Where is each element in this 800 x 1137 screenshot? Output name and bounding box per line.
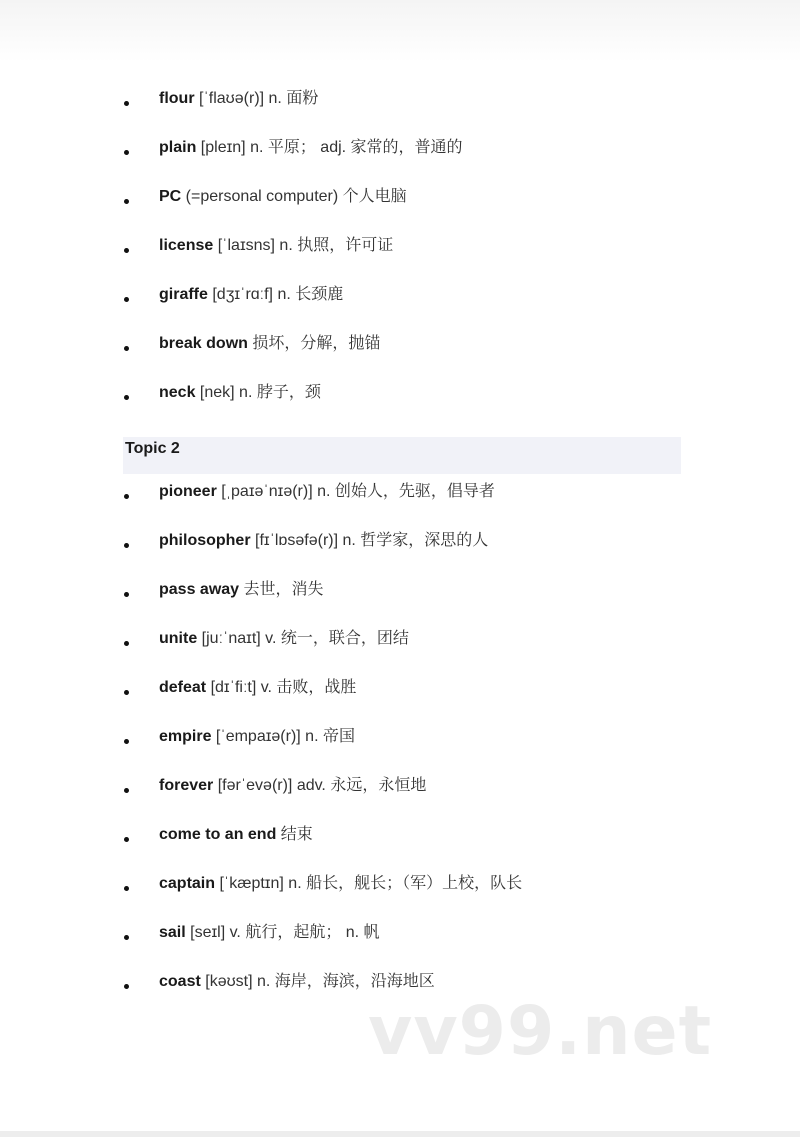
- vocab-word: plain: [159, 139, 197, 156]
- vocab-word: flour: [159, 90, 195, 107]
- list-item: [0, 180, 800, 229]
- vocab-definition: [ˌpaɪəˈnɪə(r)] n. 创始人，先驱，倡导者: [216, 483, 495, 500]
- list-item: [0, 229, 800, 278]
- bullet-icon: [124, 199, 129, 204]
- bullet-icon: [124, 297, 129, 302]
- vocab-word: unite: [159, 630, 198, 647]
- vocab-word: giraffe: [159, 286, 208, 303]
- list-item: [0, 818, 800, 867]
- list-item: [0, 82, 800, 131]
- bullet-icon: [124, 494, 129, 499]
- vocab-definition: [fərˈevə(r)] adv. 永远，永恒地: [213, 777, 427, 794]
- bullet-icon: [124, 395, 129, 400]
- vocab-definition: [pleɪn] n. 平原； adj. 家常的，普通的: [196, 139, 463, 156]
- bullet-icon: [124, 788, 129, 793]
- vocab-definition: 结束: [276, 826, 313, 843]
- vocab-word: break down: [159, 335, 248, 352]
- entry-text: [159, 671, 356, 705]
- vocab-word: sail: [159, 924, 186, 941]
- vocab-definition: [dɪˈfiːt] v. 击败，战胜: [206, 679, 357, 696]
- entry-text: [159, 131, 463, 165]
- list-item: [0, 573, 800, 622]
- entry-text: [159, 278, 343, 312]
- vocab-word: neck: [159, 384, 196, 401]
- bullet-icon: [124, 886, 129, 891]
- bullet-icon: [124, 150, 129, 155]
- vocab-word: empire: [159, 728, 212, 745]
- list-item: [0, 327, 800, 376]
- list-item: [0, 524, 800, 573]
- vocab-definition: [seɪl] v. 航行，起航； n. 帆: [185, 924, 380, 941]
- bullet-icon: [124, 641, 129, 646]
- list-item: [0, 671, 800, 720]
- vocab-word: come to an end: [159, 826, 277, 843]
- vocab-definition: 去世，消失: [239, 581, 324, 598]
- list-item: [0, 720, 800, 769]
- bullet-icon: [124, 592, 129, 597]
- vocab-definition: [dʒɪˈrɑːf] n. 长颈鹿: [207, 286, 344, 303]
- entry-text: [159, 769, 426, 803]
- page-top-shade: [0, 0, 800, 62]
- entry-text: [159, 475, 495, 509]
- watermark-text: vv99.net: [368, 992, 713, 1071]
- topic-heading: Topic 2: [125, 440, 180, 457]
- bullet-icon: [124, 837, 129, 842]
- entry-text: [159, 867, 522, 901]
- entry-text: [159, 180, 407, 214]
- vocab-word: pioneer: [159, 483, 217, 500]
- topic-heading-band: [123, 437, 681, 474]
- vocab-definition: (=personal computer) 个人电脑: [181, 188, 407, 205]
- list-item: [0, 916, 800, 965]
- vocab-definition: [kəʊst] n. 海岸，海滨，沿海地区: [200, 973, 435, 990]
- bullet-icon: [124, 690, 129, 695]
- vocab-definition: [juːˈnaɪt] v. 统一，联合，团结: [197, 630, 409, 647]
- vocab-definition: [nek] n. 脖子，颈: [195, 384, 321, 401]
- list-item: [0, 769, 800, 818]
- entry-text: [159, 818, 313, 852]
- vocab-word: forever: [159, 777, 214, 794]
- vocab-definition: [ˈlaɪsns] n. 执照，许可证: [213, 237, 394, 254]
- bullet-icon: [124, 346, 129, 351]
- vocab-word: philosopher: [159, 532, 251, 549]
- vocab-word: coast: [159, 973, 201, 990]
- entry-text: [159, 327, 380, 361]
- list-item: [0, 867, 800, 916]
- bullet-icon: [124, 739, 129, 744]
- vocab-definition: [ˈflaʊə(r)] n. 面粉: [194, 90, 319, 107]
- entry-text: [159, 82, 318, 116]
- entry-text: [159, 622, 409, 656]
- list-item: [0, 278, 800, 327]
- list-item: [0, 376, 800, 425]
- entry-text: [159, 916, 380, 950]
- entry-text: [159, 229, 393, 263]
- entry-text: [159, 573, 324, 607]
- vocab-word: defeat: [159, 679, 207, 696]
- entry-text: [159, 376, 321, 410]
- bullet-icon: [124, 935, 129, 940]
- vocab-definition: 损坏，分解，抛锚: [247, 335, 381, 352]
- vocab-word: pass away: [159, 581, 240, 598]
- vocab-definition: [fɪˈlɒsəfə(r)] n. 哲学家，深思的人: [250, 532, 489, 549]
- vocab-word: PC: [159, 188, 182, 205]
- bullet-icon: [124, 248, 129, 253]
- vocabulary-list-section-2: [0, 475, 800, 1014]
- vocab-word: license: [159, 237, 214, 254]
- entry-text: [159, 720, 355, 754]
- vocabulary-list-section-1: [0, 82, 800, 425]
- list-item: [0, 622, 800, 671]
- bullet-icon: [124, 984, 129, 989]
- bullet-icon: [124, 101, 129, 106]
- bullet-icon: [124, 543, 129, 548]
- entry-text: [159, 524, 488, 558]
- list-item: [0, 475, 800, 524]
- list-item: [0, 131, 800, 180]
- vocab-word: captain: [159, 875, 216, 892]
- vocab-definition: [ˈempaɪə(r)] n. 帝国: [211, 728, 355, 745]
- vocab-definition: [ˈkæptɪn] n. 船长，舰长；（军）上校，队长: [215, 875, 523, 892]
